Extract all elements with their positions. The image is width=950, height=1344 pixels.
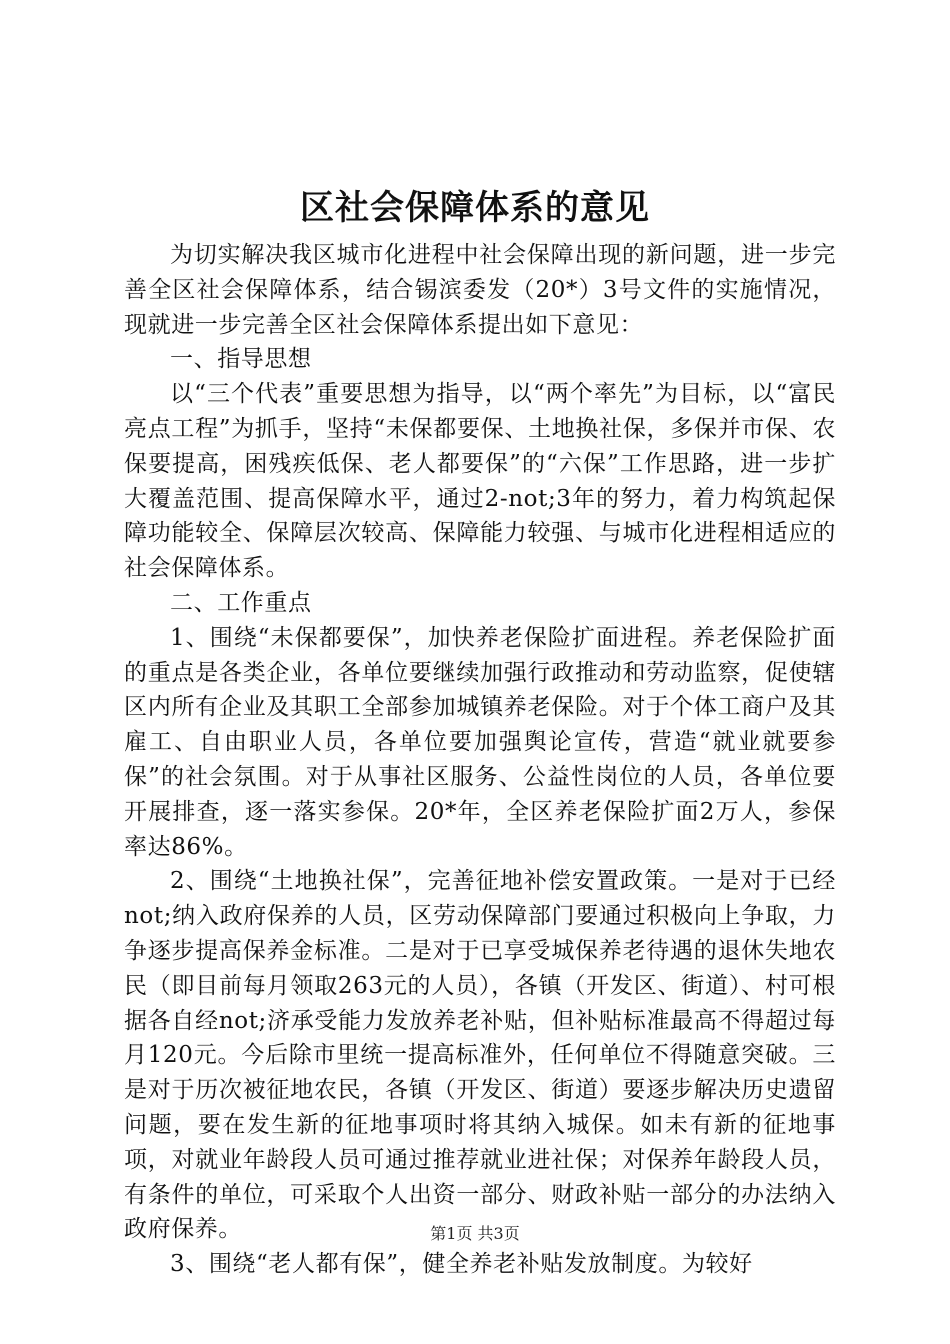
work-focus-item-2: 2、围绕“土地换社保”，完善征地补偿安置政策。一是对于已经not;纳入政府保养的人员，区劳动保障部门要通过积极向上争取，力争逐步提高保养金标准。二是对于已享受城保养老待遇的退休失地农民（即目前每月领取263元的人员），各镇（开发区、街道）、村可根据各自经not;济承受能力发放养老补贴，但补贴标准最高不得超过每月120元。今后除市里统一提高标准外，任何单位不得随意突破。三是对于历次被征地农民，各镇（开发区、街道）要逐步解决历史遗留问题，要在发生新的征地事项时将其纳入城保。如未有新的征地事项，对就业年龄段人员可通过推荐就业进社保；对保养年龄段人员，有条件的单位，可采取个人出资一部分、财政补贴一部分的办法纳入政府保养。 <box>124 868 836 1243</box>
work-focus-item-3: 3、围绕“老人都有保”，健全养老补贴发放制度。为较好 <box>170 1251 753 1278</box>
document-title: 区社会保障体系的意见 <box>300 188 650 228</box>
section-heading-work-focus: 二、工作重点 <box>170 589 312 616</box>
section-heading-guiding-ideology: 一、指导思想 <box>170 346 312 373</box>
intro-paragraph: 为切实解决我区城市化进程中社会保障出现的新问题，进一步完善全区社会保障体系，结合锡滨委发（20*）3号文件的实施情况，现就进一步完善全区社会保障体系提出如下意见： <box>124 242 836 338</box>
document-body <box>124 238 836 1282</box>
work-focus-item-1: 1、围绕“未保都要保”，加快养老保险扩面进程。养老保险扩面的重点是各类企业，各单位要继续加强行政推动和劳动监察，促使辖区内所有企业及其职工全部参加城镇养老保险。对于个体工商户及其雇工、自由职业人员，各单位要加强舆论宣传，营造“就业就要参保”的社会氛围。对于从事社区服务、公益性岗位的人员，各单位要开展排查，逐一落实参保。20*年，全区养老保险扩面2万人，参保率达86%。 <box>124 624 836 860</box>
page-number-footer: 第1页 共3页 <box>430 1224 520 1243</box>
guiding-ideology-paragraph: 以“三个代表”重要思想为指导，以“两个率先”为目标，以“富民亮点工程”为抓手，坚持“未保都要保、土地换社保，多保并市保、农保要提高，困残疾低保、老人都要保”的“六保”工作思路，进一步扩大覆盖范围、提高保障水平，通过2-not;3年的努力，着力构筑起保障功能较全、保障层次较高、保障能力较强、与城市化进程相适应的社会保障体系。 <box>124 381 836 582</box>
